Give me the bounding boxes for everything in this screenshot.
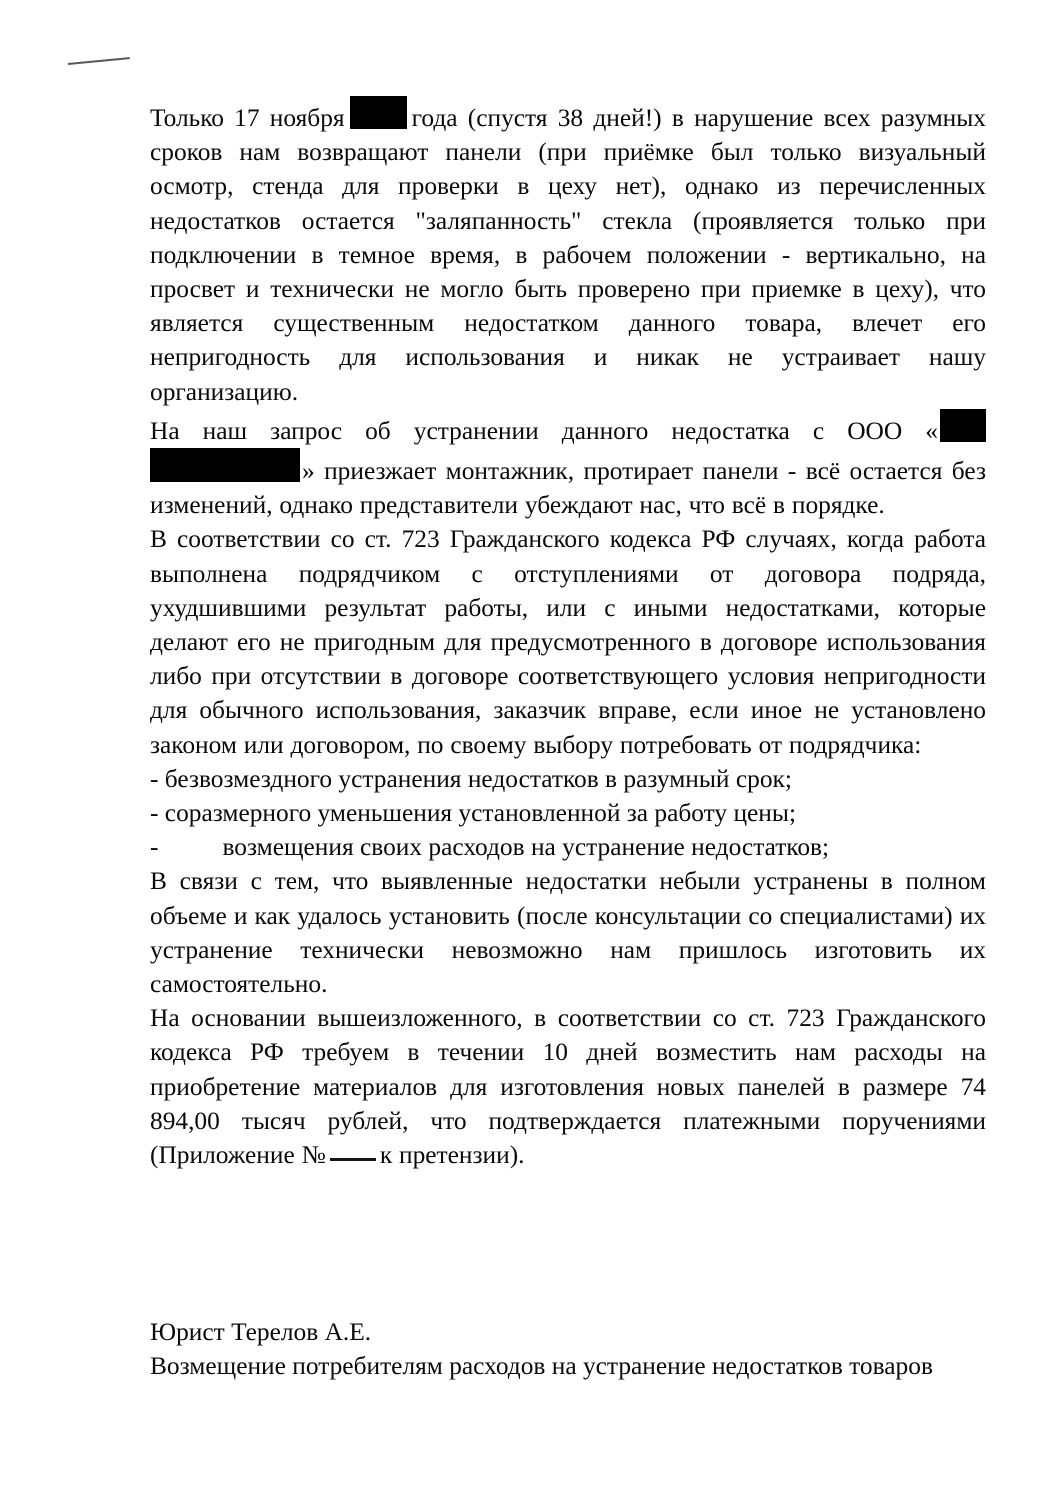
list-item-3-dash: -	[150, 833, 159, 862]
paragraph-2-text-before-redaction: На наш запрос об устранении данного недостатка с ООО «	[150, 416, 938, 445]
paragraph-self-manufacture: В связи с тем, что выявленные недостатки небыли устранены в полном объеме и как удалось установить (после консультации со специалистами) их устранение технически невозможно нам пришлось изготовить их самостоятельно.	[150, 867, 986, 999]
paragraph-1-text-after-redaction: года (спустя 38 дней!) в нарушение всех разумных сроков нам возвращают панели (при приёмке был только визуальный осмотр, стенда для проверки в цеху нет), однако из перечисленных недостатков остается "заляпанность" стекла (проявляется только при подключении в темное время, в рабочем положении - вертикально, на просвет и технически не могло быть проверено при приемке в цеху), что является существенным недостатком данного товара, влечет его непригодность для использования и никак не устраивает нашу организацию.	[150, 104, 987, 406]
list-item-3-label: возмещения своих расходов на устранение недостатков;	[222, 833, 830, 862]
redaction-block-company-part-2	[150, 448, 300, 482]
signature-block	[150, 1315, 986, 1383]
signer-name: Юрист Терелов А.Е.	[150, 1318, 372, 1346]
redaction-block-company-part-1	[940, 409, 986, 442]
paragraph-request-to-company	[150, 409, 986, 523]
scan-artifact-line	[68, 57, 130, 65]
list-item-free-defect-removal: - безвозмездного устранения недостатков в разумный срок;	[150, 764, 792, 793]
paragraph-demand-and-amount	[150, 1001, 986, 1172]
paragraph-civil-code-723: В соответствии со ст. 723 Гражданского кодекса РФ случаях, когда работа выполнена подрядчиком с отступлениями от договора подряда, ухудшившими результат работы, или с иными недостатками, которые делают его не пригодным для предусмотренного в договоре использования либо при отсутствии в договоре соответствующего условия непригодности для обычного использования, заказчик вправе, если иное не установлено законом или договором, по своему выбору потребовать от подрядчика:	[150, 525, 986, 759]
attachment-number-blank	[330, 1158, 376, 1161]
paragraph-2-text-after-redaction: » приезжает монтажник, протирает панели - всё остается без изменений, однако представители убеждают нас, что всё в порядке.	[150, 457, 986, 520]
document-subject-line: Возмещение потребителям расходов на устранение недостатков товаров	[150, 1352, 933, 1381]
list-item-price-reduction: - соразмерного уменьшения установленной за работу цены;	[150, 799, 797, 828]
list-item-expense-reimbursement	[150, 830, 986, 864]
paragraph-5-text-after-blank: к претензии).	[379, 1141, 525, 1170]
paragraph-return-of-panels	[150, 96, 986, 409]
paragraph-1-text-before-redaction: Только 17 ноября	[150, 104, 345, 132]
redaction-block-year	[350, 96, 407, 129]
paragraph-5-text-before-blank: На основании вышеизложенного, в соответствии со ст. 723 Гражданского кодекса РФ требуем в течении 10 дней возместить нам расходы на приобретение материалов для изготовления новых панелей в размере 74 894,00 тысяч рублей, что подтверждается платежными поручениями (Приложение №	[150, 1004, 986, 1170]
document-body	[150, 96, 986, 1172]
